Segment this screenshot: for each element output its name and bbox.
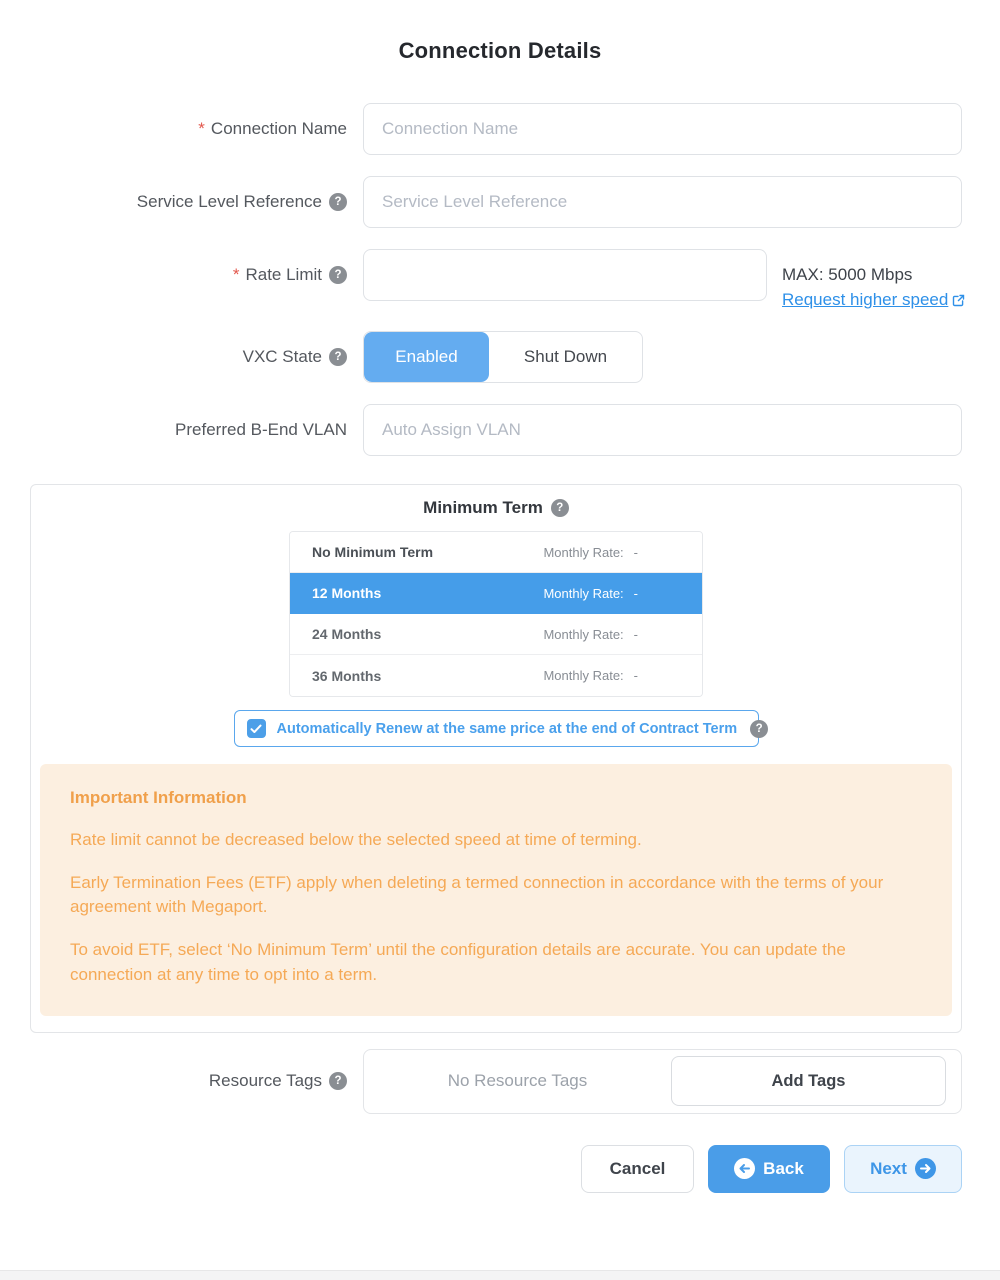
auto-renew-row[interactable]	[234, 710, 763, 747]
rate-limit-input[interactable]	[363, 249, 767, 301]
rate-limit-max-note: MAX: 5000 Mbps	[782, 265, 913, 284]
rate-limit-row	[0, 249, 1000, 310]
minimum-term-title: Minimum Term	[423, 498, 543, 517]
info-paragraph: Rate limit cannot be decreased below the selected speed at time of terming.	[70, 830, 642, 849]
vxc-state-shutdown-option[interactable]: Shut Down	[523, 347, 608, 366]
request-higher-speed-link[interactable]: Request higher speed	[782, 290, 949, 309]
no-resource-tags-text: No Resource Tags	[447, 1071, 588, 1091]
help-icon[interactable]: ?	[329, 193, 347, 211]
page-title: Connection Details	[398, 38, 602, 63]
minimum-term-table	[289, 531, 703, 697]
add-tags-button[interactable]: Add Tags	[671, 1056, 946, 1106]
connection-name-label: * Connection Name	[198, 119, 347, 138]
vxc-state-row	[0, 331, 1000, 383]
next-button[interactable]: Next	[844, 1145, 962, 1193]
auto-renew-label: Automatically Renew at the same price at the end of Contract Term	[276, 720, 738, 737]
term-option-36-months[interactable]: 36 Months Monthly Rate: -	[290, 655, 702, 696]
arrow-left-circle-icon	[734, 1158, 755, 1179]
back-button[interactable]: Back	[708, 1145, 830, 1193]
service-level-reference-label: Service Level Reference ?	[0, 176, 347, 228]
help-icon[interactable]: ?	[329, 266, 347, 284]
resource-tags-box	[363, 1049, 962, 1114]
preferred-b-end-vlan-row	[0, 404, 1000, 456]
help-icon[interactable]: ?	[329, 348, 347, 366]
important-information-box	[40, 764, 952, 1016]
connection-details-form	[0, 103, 1000, 456]
arrow-right-circle-icon	[915, 1158, 936, 1179]
checkmark-icon	[250, 724, 262, 734]
connection-name-input[interactable]	[363, 103, 962, 155]
required-asterisk: *	[198, 119, 205, 138]
resource-tags-label: Resource Tags ?	[0, 1049, 347, 1114]
help-icon[interactable]: ?	[551, 499, 569, 517]
help-icon[interactable]: ?	[329, 1072, 347, 1090]
cancel-button[interactable]: Cancel	[581, 1145, 694, 1193]
footer-strip	[0, 1270, 1000, 1280]
vxc-state-enabled-option[interactable]: Enabled	[364, 332, 489, 382]
rate-limit-label: * Rate Limit ?	[0, 249, 347, 301]
help-icon[interactable]: ?	[750, 720, 768, 738]
minimum-term-card	[30, 484, 962, 1033]
preferred-b-end-vlan-input[interactable]	[363, 404, 962, 456]
preferred-b-end-vlan-label: Preferred B-End VLAN	[175, 420, 347, 439]
service-level-reference-row	[0, 176, 1000, 228]
required-asterisk: *	[232, 265, 240, 284]
external-link-icon	[952, 294, 965, 307]
important-information-title: Important Information	[70, 788, 247, 807]
service-level-reference-input[interactable]	[363, 176, 962, 228]
auto-renew-checkbox[interactable]	[247, 719, 266, 738]
connection-name-row	[0, 103, 1000, 155]
footer-actions	[0, 1145, 1000, 1193]
term-option-24-months[interactable]: 24 Months Monthly Rate: -	[290, 614, 702, 655]
info-paragraph: Early Termination Fees (ETF) apply when deleting a termed connection in accordance with the terms of your agreement with Megaport.	[70, 873, 884, 917]
vxc-state-label: VXC State ?	[0, 331, 347, 383]
vxc-state-toggle	[363, 331, 643, 383]
term-option-no-minimum[interactable]: No Minimum Term Monthly Rate: -	[290, 532, 702, 573]
info-paragraph: To avoid ETF, select ‘No Minimum Term’ until the configuration details are accurate. You can update the connection at any time to opt into a term.	[70, 940, 846, 984]
resource-tags-row	[0, 1049, 1000, 1114]
term-option-12-months[interactable]: 12 Months Monthly Rate: -	[290, 573, 702, 614]
